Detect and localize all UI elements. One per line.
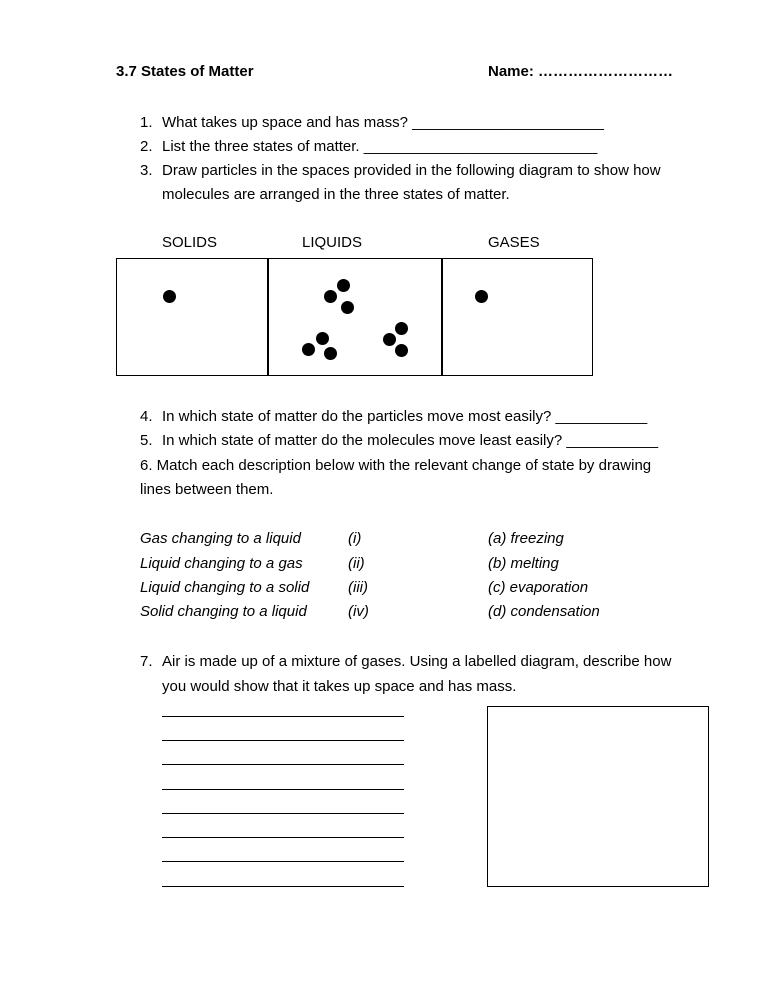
match-description: Solid changing to a liquid [140, 603, 307, 620]
match-change: (c) evaporation [488, 579, 589, 596]
solids-box[interactable] [116, 258, 269, 376]
diagram-label-gases: GASES [488, 234, 540, 251]
answer-line[interactable] [162, 740, 404, 741]
diagram-label-solids: SOLIDS [162, 234, 218, 251]
gases-box[interactable] [441, 258, 593, 376]
answer-line[interactable] [162, 837, 404, 838]
match-description: Liquid changing to a gas [140, 555, 303, 572]
question-3-text-line-2: molecules are arranged in the three states of matter. [162, 186, 510, 203]
match-numeral: (iv) [348, 603, 369, 620]
liquid-particle [302, 343, 315, 356]
name-field-label: Name: ……………………… [488, 63, 674, 80]
answer-line[interactable] [162, 886, 404, 887]
match-description: Gas changing to a liquid [140, 530, 301, 547]
question-3-number: 3. [140, 162, 153, 179]
match-description: Liquid changing to a solid [140, 579, 310, 596]
match-numeral: (ii) [348, 555, 365, 572]
diagram-drawing-box[interactable] [487, 706, 709, 887]
question-2-text: List the three states of matter. ____________________________ [162, 138, 598, 155]
question-6-text: 6. Match each description below with the relevant change of state by drawing [140, 457, 652, 474]
match-change: (b) melting [488, 555, 559, 572]
question-5-text: In which state of matter do the molecules move least easily? ___________ [162, 432, 659, 449]
liquid-particle [395, 322, 408, 335]
answer-line[interactable] [162, 813, 404, 814]
worksheet-title: 3.7 States of Matter [116, 63, 254, 80]
question-6-text-line-2: lines between them. [140, 481, 274, 498]
liquid-particle [341, 301, 354, 314]
liquid-particle [395, 344, 408, 357]
question-1-number: 1. [140, 114, 153, 131]
liquid-particle [324, 290, 337, 303]
liquid-particle [383, 333, 396, 346]
match-numeral: (iii) [348, 579, 368, 596]
answer-line[interactable] [162, 716, 404, 717]
liquids-box[interactable] [267, 258, 443, 376]
match-change: (a) freezing [488, 530, 564, 547]
question-7-number: 7. [140, 653, 153, 670]
answer-line[interactable] [162, 789, 404, 790]
liquid-particle [324, 347, 337, 360]
question-4-number: 4. [140, 408, 153, 425]
diagram-label-liquids: LIQUIDS [302, 234, 363, 251]
question-3-text: Draw particles in the spaces provided in the following diagram to show how [162, 162, 661, 179]
solid-particle [163, 290, 176, 303]
match-numeral: (i) [348, 530, 362, 547]
liquid-particle [337, 279, 350, 292]
answer-line[interactable] [162, 764, 404, 765]
question-1-text: What takes up space and has mass? _______________________ [162, 114, 605, 131]
question-4-text: In which state of matter do the particles move most easily? ___________ [162, 408, 648, 425]
question-5-number: 5. [140, 432, 153, 449]
question-2-number: 2. [140, 138, 153, 155]
question-7-text-line-2: you would show that it takes up space and has mass. [162, 678, 517, 695]
question-7-text: Air is made up of a mixture of gases. Using a labelled diagram, describe how [162, 653, 672, 670]
match-change: (d) condensation [488, 603, 600, 620]
answer-line[interactable] [162, 861, 404, 862]
gas-particle [475, 290, 488, 303]
liquid-particle [316, 332, 329, 345]
